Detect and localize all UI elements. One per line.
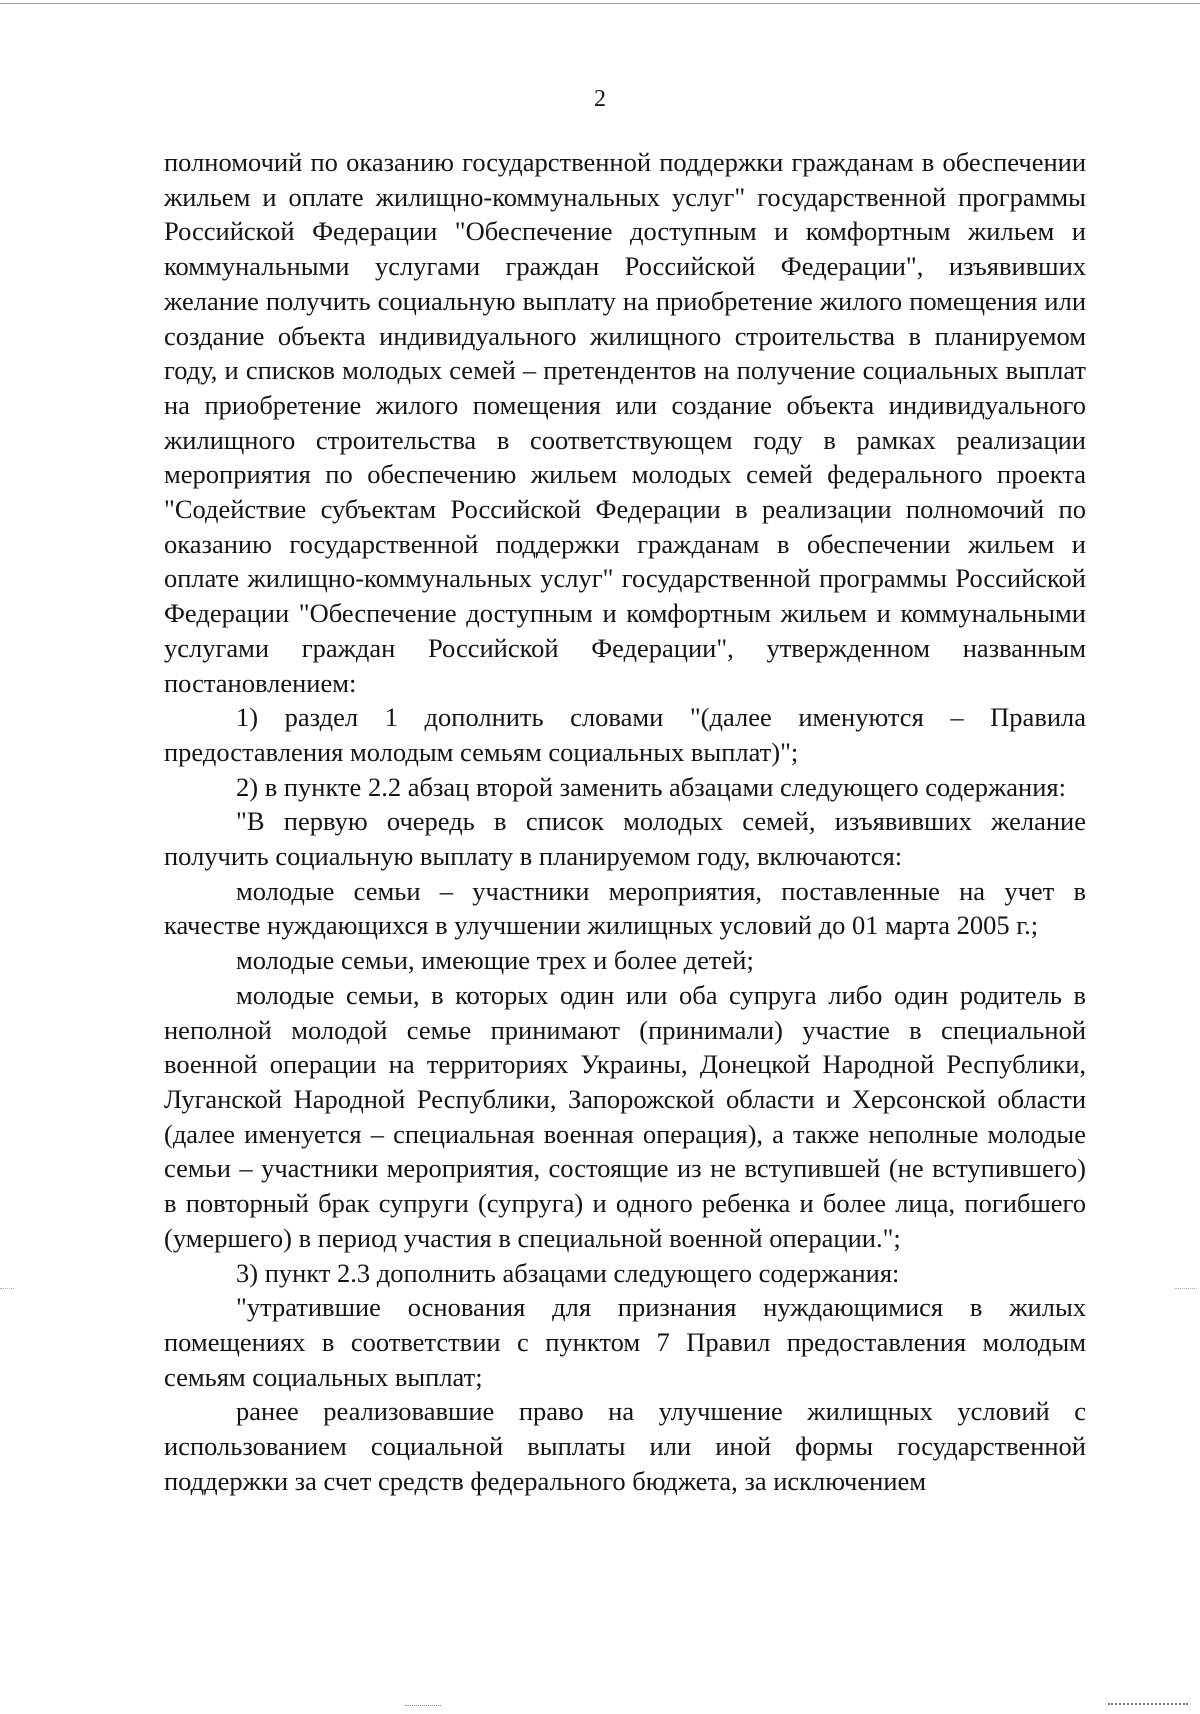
- paragraph-families-military-operation: молодые семьи, в которых один или оба супруга либо один родитель в неполной молодой семье принимают (принимали) участие в специальной военной операции на территориях Украины, Донецкой Народной Республики, Луганской Народной Республики, Запорожской области и Херсонской области (далее именуется – специальная военная операция), а также неполные молодые семьи – участники мероприятия, состоящие из не вступившей (не вступившего) в повторный брак супруги (супруга) и одного ребенка и более лица, погибшего (умершего) в период участия в специальной военной операции.";: [164, 979, 1086, 1253]
- paragraph-families-registered: молодые семьи – участники мероприятия, поставленные на учет в качестве нуждающихся в улучшении жилищных условий до 01 марта 2005 г.;: [164, 875, 1086, 941]
- body-text: [164, 145, 1086, 1498]
- scan-artifact-right: [1175, 1288, 1197, 1289]
- paragraph-families-three-children: молодые семьи, имеющие трех и более детей;: [236, 945, 754, 976]
- paragraph-quote-first-priority: "В первую очередь в список молодых семей, изъявивших желание получить социальную выплату в планируемом году, включаются:: [164, 806, 1086, 872]
- paragraph-item-3: 3) пункт 2.3 дополнить абзацами следующего содержания:: [236, 1257, 900, 1288]
- paragraph-lost-grounds: "утратившие основания для признания нуждающимися в жилых помещениях в соответствии с пунктом 7 Правил предоставления молодым семьям социальных выплат;: [164, 1292, 1086, 1392]
- scan-artifact-bottom-right: [1108, 1703, 1188, 1705]
- scan-artifact-bottom-middle: [405, 1705, 441, 1706]
- scan-top-edge: [0, 3, 1200, 4]
- paragraph-item-1: 1) раздел 1 дополнить словами "(далее именуются – Правила предоставления молодым семьям социальных выплат)";: [164, 702, 1086, 767]
- paragraph-continuation: полномочий по оказанию государственной поддержки гражданам в обеспечении жильем и оплате жилищно-коммунальных услуг" государственной программы Российской Федерации "Обеспечение доступным и комфортным жильем и коммунальными услугами граждан Российской Федерации", изъявивших желание получить социальную выплату на приобретение жилого помещения или создание объекта индивидуального жилищного строительства в планируемом году, и списков молодых семей – претендентов на получение социальных выплат на приобретение жилого помещения или создание объекта индивидуального жилищного строительства в соответствующем году в рамках реализации мероприятия по обеспечению жильем молодых семей федерального проекта "Содействие субъектам Российской Федерации в реализации полномочий по оказанию государственной поддержки гражданам в обеспечении жильем и оплате жилищно-коммунальных услуг" государственной программы Российской Федерации "Обеспечение доступным и комфортным жильем и коммунальными услугами граждан Российской Федерации", утвержденном названным постановлением:: [164, 147, 1086, 698]
- paragraph-item-2: 2) в пункте 2.2 абзац второй заменить абзацами следующего содержания:: [236, 771, 1066, 802]
- paragraph-previously-realized: ранее реализовавшие право на улучшение жилищных условий с использованием социальной выплаты или иной формы государственной поддержки за счет средств федерального бюджета, за исключением: [164, 1396, 1086, 1496]
- scan-artifact-left: [0, 1288, 14, 1289]
- page-number: 2: [594, 86, 606, 112]
